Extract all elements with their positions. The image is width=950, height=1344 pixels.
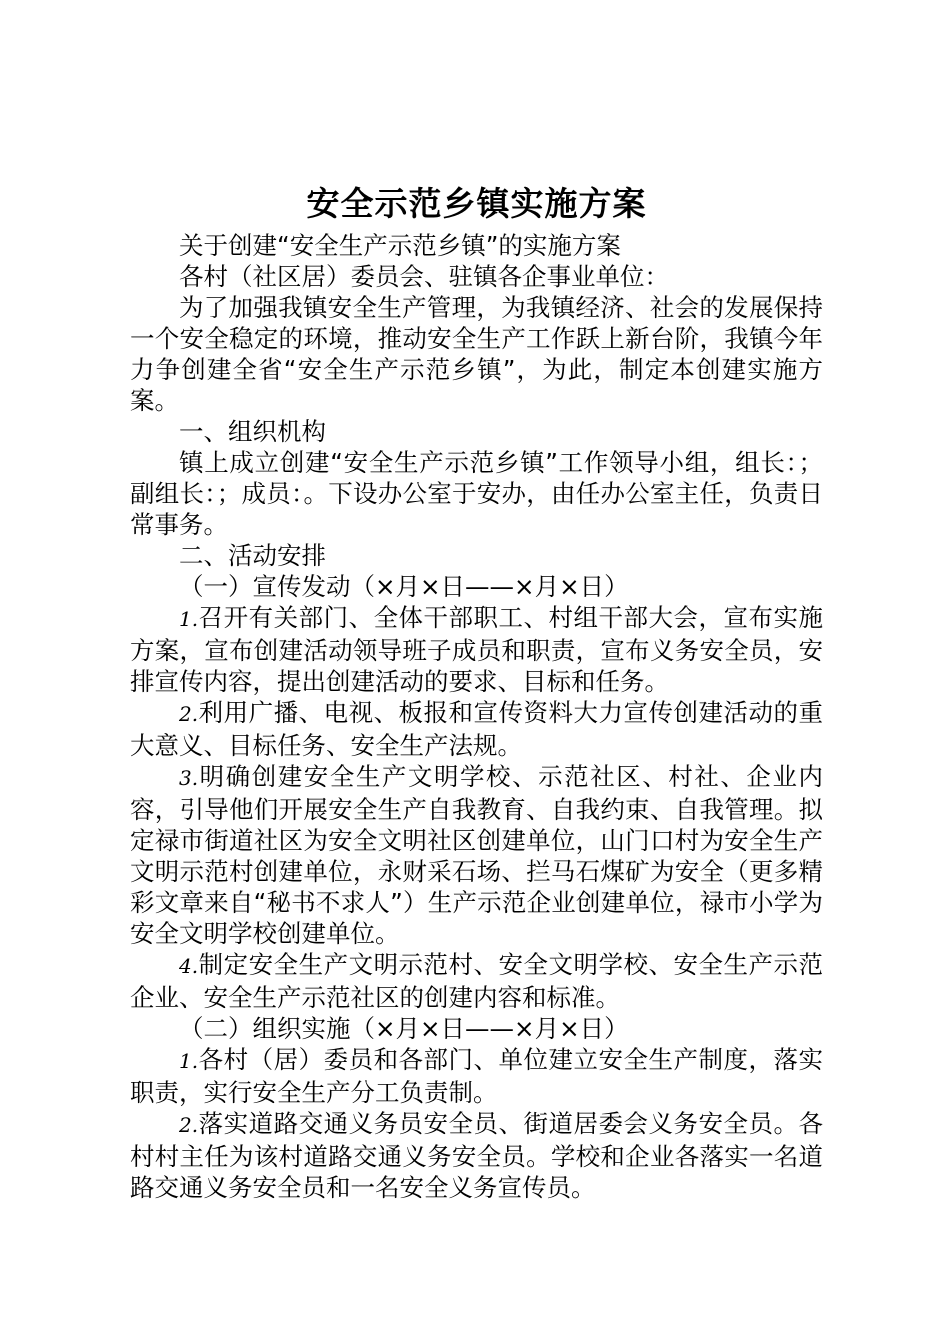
- list-item-publicity-2: [130, 697, 823, 761]
- paragraph-intro: [130, 292, 823, 416]
- paragraph-text: 一、组织机构: [179, 417, 326, 446]
- subsection-heading-publicity: [130, 571, 823, 602]
- paragraph-text: 制定安全生产文明示范村、安全文明学校、安全生产示范企业、安全生产示范社区的创建内容和标准。: [130, 950, 823, 1012]
- paragraph-addressee: [130, 261, 823, 292]
- paragraph-text: 关于创建“安全生产示范乡镇”的实施方案: [179, 231, 621, 260]
- paragraph-text: （二）组织实施（×月×日——×月×日）: [179, 1014, 629, 1043]
- paragraph-text: 利用广播、电视、板报和宣传资料大力宣传创建活动的重大意义、目标任务、安全生产法规。: [130, 698, 823, 760]
- paragraph-text: 镇上成立创建“安全生产示范乡镇”工作领导小组，组长：；副组长：；成员：。下设办公室于安办，由任办公室主任，负责日常事务。: [130, 448, 823, 539]
- document-page: [130, 182, 823, 1203]
- list-item-number: 4.: [179, 954, 199, 978]
- list-item-implementation-1: [130, 1044, 823, 1108]
- paragraph-organization: [130, 447, 823, 540]
- document-title: 安全示范乡镇实施方案: [306, 184, 647, 223]
- paragraph-text: 各村（居）委员和各部门、单位建立安全生产制度，落实职责，实行安全生产分工负责制。: [130, 1045, 823, 1107]
- list-item-publicity-1: [130, 602, 823, 697]
- list-item-number: 2.: [179, 1113, 199, 1137]
- section-heading-activities: [130, 540, 823, 571]
- paragraph-text: 二、活动安排: [179, 541, 326, 570]
- paragraph-text: 落实道路交通义务员安全员、街道居委会义务安全员。各村村主任为该村道路交通义务安全员。学校和企业各落实一名道路交通义务安全员和一名安全义务宣传员。: [130, 1109, 823, 1202]
- list-item-publicity-3: [130, 761, 823, 949]
- list-item-publicity-4: [130, 949, 823, 1013]
- paragraph-text: 明确创建安全生产文明学校、示范社区、村社、企业内容，引导他们开展安全生产自我教育、自我约束、自我管理。拟定禄市街道社区为安全文明社区创建单位，山门口村为安全生产文明示范村创建单位，永财采石场、拦马石煤矿为安全（更多精彩文章来自“秘书不求人”）生产示范企业创建单位，禄市小学为安全文明学校创建单位。: [130, 762, 823, 948]
- paragraph-text: （一）宣传发动（×月×日——×月×日）: [179, 572, 629, 601]
- list-item-number: 1.: [179, 607, 199, 631]
- list-item-number: 3.: [179, 766, 199, 790]
- paragraph-text: 为了加强我镇安全生产管理，为我镇经济、社会的发展保持一个安全稳定的环境，推动安全生产工作跃上新台阶，我镇今年力争创建全省“安全生产示范乡镇”，为此，制定本创建实施方案。: [130, 293, 823, 415]
- list-item-implementation-2: [130, 1108, 823, 1203]
- paragraph-text: 各村（社区居）委员会、驻镇各企事业单位：: [179, 262, 669, 291]
- section-heading-organization: [130, 416, 823, 447]
- paragraph-subject: [130, 230, 823, 261]
- list-item-number: 1.: [179, 1049, 199, 1073]
- list-item-number: 2.: [179, 702, 199, 726]
- subsection-heading-implementation: [130, 1013, 823, 1044]
- paragraph-text: 召开有关部门、全体干部职工、村组干部大会，宣布实施方案，宣布创建活动领导班子成员和职责，宣布义务安全员，安排宣传内容，提出创建活动的要求、目标和任务。: [130, 603, 823, 696]
